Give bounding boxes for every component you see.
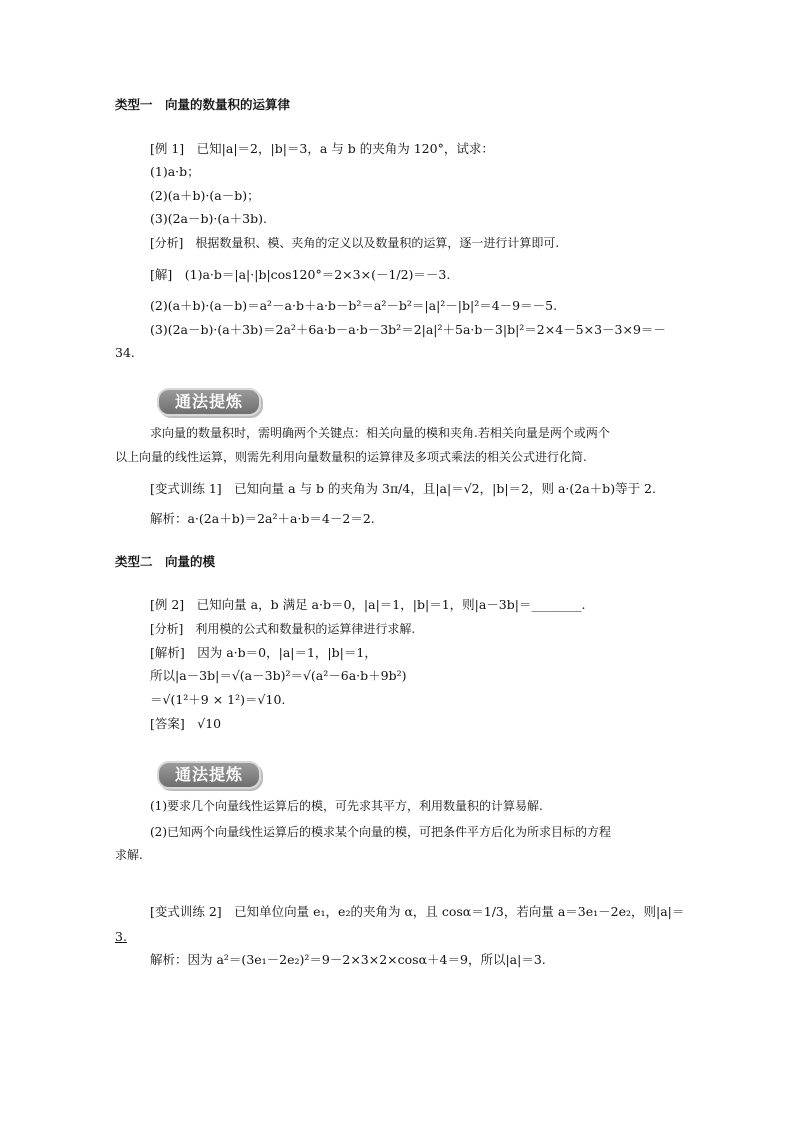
summary-2-line-2: (2)已知两个向量线性运算后的模求某个向量的模，可把条件平方后化为所求目标的方程 — [150, 825, 612, 839]
practice-1: [变式训练 1] 已知向量 a 与 b 的夹角为 3π/4，且|a|＝√2，|b|＝2，则 a·(2a＋b)等于 2. — [150, 481, 656, 496]
example-2-analysis: [分析] 利用模的公式和数量积的运算律进行求解. — [150, 622, 416, 636]
example-2-solution-3: ＝√(1²＋9 × 1²)＝√10. — [150, 692, 286, 707]
example-1-solution-3-cont: 34. — [115, 345, 135, 360]
practice-2-answer-value: 3. — [115, 929, 127, 944]
example-1-solution-1: [解] (1)a·b＝|a|·|b|cos120°＝2×3×(－1/2)＝－3. — [150, 267, 451, 282]
method-summary-badge-2: 通法提炼 — [157, 761, 261, 789]
summary-1-line-2: 以上向量的线性运算，则需先利用向量数量积的运算律及多项式乘法的相关公式进行化简. — [115, 450, 587, 464]
example-1-solution-2: (2)(a＋b)·(a－b)＝a²－a·b＋a·b－b²＝a²－b²＝|a|²－|b|²＝4－9＝－5. — [150, 298, 558, 313]
summary-1-line-1: 求向量的数量积时，需明确两个关键点：相关向量的模和夹角.若相关向量是两个或两个 — [150, 426, 610, 440]
practice-1-answer: 解析：a·(2a＋b)＝2a²＋a·b＝4－2＝2. — [150, 511, 375, 526]
section-heading-2: 类型二 向量的模 — [115, 554, 216, 569]
example-1-q2: (2)(a＋b)·(a－b)； — [150, 188, 260, 203]
example-2-solution-2: 所以|a－3b|＝√(a－3b)²＝√(a²－6a·b＋9b²) — [150, 668, 407, 683]
practice-2: [变式训练 2] 已知单位向量 e₁，e₂的夹角为 α，且 cosα＝1/3，若向量 a＝3e₁－2e₂，则|a|＝ — [150, 904, 685, 919]
practice-2-answer: 解析：因为 a²＝(3e₁－2e₂)²＝9－2×3×2×cosα＋4＝9，所以|a|＝3. — [150, 952, 546, 967]
example-1-solution-3: (3)(2a－b)·(a＋3b)＝2a²＋6a·b－a·b－3b²＝2|a|²＋5a·b－3|b|²＝2×4－5×3－3×9＝－ — [150, 322, 666, 337]
example-1-q3: (3)(2a－b)·(a＋3b). — [150, 211, 267, 226]
method-summary-badge-1: 通法提炼 — [157, 388, 261, 416]
section-heading-1: 类型一 向量的数量积的运算律 — [115, 97, 291, 112]
example-1-q1: (1)a·b； — [150, 164, 200, 179]
example-2-solution-1: [解析] 因为 a·b＝0，|a|＝1，|b|＝1， — [150, 645, 377, 660]
summary-2-line-1: (1)要求几个向量线性运算后的模，可先求其平方，利用数量积的计算易解. — [150, 799, 543, 813]
example-1-analysis: [分析] 根据数量积、模、夹角的定义以及数量积的运算，逐一进行计算即可. — [150, 236, 560, 250]
example-2-stem: [例 2] 已知向量 a，b 满足 a·b＝0，|a|＝1，|b|＝1，则|a－3b|＝________. — [150, 597, 586, 612]
summary-2-line-3: 求解. — [115, 848, 143, 862]
example-2-answer: [答案] √10 — [150, 716, 222, 731]
example-1-stem: [例 1] 已知|a|＝2，|b|＝3，a 与 b 的夹角为 120°，试求： — [150, 141, 494, 156]
